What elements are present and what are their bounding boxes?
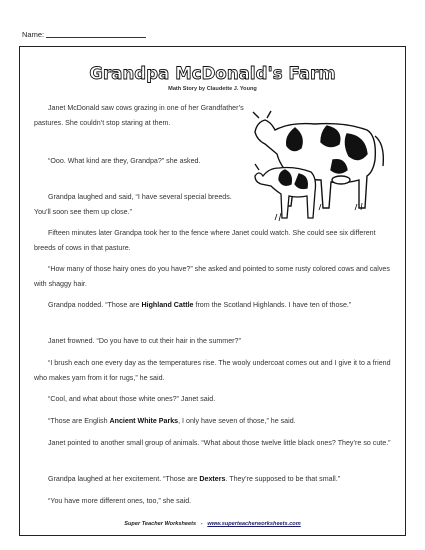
footer — [20, 521, 405, 527]
paragraph-highland — [34, 298, 392, 313]
paragraph-dexters — [34, 472, 392, 487]
paragraph-7: “I brush each one every day as the temperatures rise. The wooly undercoat comes out and I give it to a friend who makes yarn from it for rugs,” he said. — [34, 359, 391, 382]
paragraph-1: Janet McDonald saw cows grazing in one of her Grandfather’s pastures. She couldn’t stop staring at them. — [34, 104, 244, 127]
paragraph-10: Janet pointed to another small group of animals. “What about those twelve little black ones? They’re so cute.” — [48, 439, 391, 447]
ancient-text-before: “Those are English — [48, 417, 110, 425]
breed-dexters: Dexters — [199, 475, 226, 483]
name-blank-line[interactable] — [46, 30, 146, 38]
breed-highland-cattle: Highland Cattle — [141, 301, 194, 309]
highland-text-before: Grandpa nodded. “Those are — [48, 301, 142, 309]
breed-ancient-white-parks: Ancient White Parks — [109, 417, 179, 425]
paragraph-ancient — [34, 414, 392, 429]
calf-icon — [255, 164, 316, 218]
paragraph-12: “You have more different ones, too,” she said. — [48, 497, 192, 505]
dexters-text-before: Grandpa laughed at her excitement. “Those are — [48, 475, 200, 483]
paragraph-2: “Ooo. What kind are they, Grandpa?” she asked. — [48, 157, 201, 165]
footer-url-link[interactable]: www.superteacherworksheets.com — [207, 521, 301, 527]
dexters-text-after: . They’re supposed to be that small.” — [225, 475, 341, 483]
worksheet-frame — [19, 46, 406, 536]
footer-site-name: Super Teacher Worksheets — [124, 521, 197, 527]
name-label: Name: — [22, 30, 45, 39]
frowned-text: Janet frowned. — [48, 337, 97, 345]
cow-and-calf-illustration — [235, 100, 395, 230]
ancient-text-after: , I only have seven of those,” he said. — [178, 417, 296, 425]
paragraph-5: “How many of those hairy ones do you have?” she asked and pointed to some rusty colored cows and calves with shaggy hair. — [34, 265, 390, 288]
worksheet-title: Grandpa McDonald's Farm — [89, 64, 336, 83]
cow-icon — [253, 111, 383, 208]
name-field[interactable] — [22, 30, 146, 39]
highland-text-after: from the Scotland Highlands. I have ten of those.” — [193, 301, 352, 309]
footer-separator: - — [200, 521, 203, 527]
worksheet-byline: Math Story by Claudette J. Young — [168, 86, 257, 92]
paragraph-8: “Cool, and what about those white ones?” Janet said. — [48, 395, 216, 403]
paragraph-3: Grandpa laughed and said, “I have several special breeds. You’ll soon see them up close.” — [34, 193, 232, 216]
paragraph-4: Fifteen minutes later Grandpa took her to the fence where Janet could watch. She could see six different breeds of cows in that pasture. — [34, 229, 376, 252]
frowned-quote: “Do you have to cut their hair in the summer?” — [96, 337, 241, 345]
paragraph-frowned — [34, 334, 392, 349]
